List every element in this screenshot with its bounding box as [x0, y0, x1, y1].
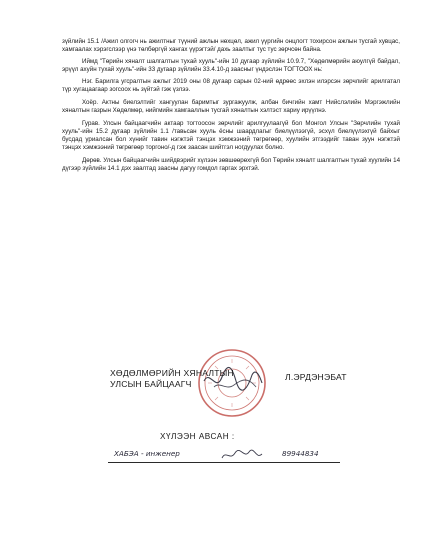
received-underline	[108, 462, 340, 463]
paragraph-intro: зүйлийн 15.1 /Ажил олгогч нь ажилтныг түүний ажлын нөхцөл, ажил үүргийн онцлогт тохирсон ажлын тусгай хувцас, хамгаалах хэрэгслээр үнэ төлбөргүй хангах үүрэгтэй/ дахь заалтыг тус тус зөрчсөн байна.	[62, 38, 400, 53]
signatory-name: Л.ЭРДЭНЭБАТ	[285, 372, 347, 382]
paragraph-decision-four: Дөрөв. Улсын байцаагчийн шийдвэрийг хүлээн зөвшөөрөхгүй бол Төрийн хяналт шалгалтын тухай хуулийн 14 дүгээр зүйлийн 14.1 дэх заалтад заасны дагуу гомдол гаргах эрхтэй.	[62, 157, 401, 172]
paragraph-decision-three: Гурав. Улсын байцаагчийн актаар тогтоосон зөрчлийг арилгуулаагүй бол Монгол Улсын "Зөрчлийн тухай хууль"-ийн 15.2 дугаар зүйлийн 1.1 /тавьсан хууль ёсны шаардлагыг биелүүлээгүй, эсхүл биелүүлэхгүй байхыг бусдад уриалсан бол хүнийг тавин нэгжтэй тэнцэх хэмжээний төгрөгөөр, хуулийн этгээдийг таван зуун нэгжтэй тэнцэх хэмжээний төгрөгөөр торгоно/-д гэж заасан шийтгэл ногдуулах болно.	[62, 120, 400, 151]
paragraph-decision-two: Хоёр. Актны биелэлтийг хангуулан баримтыг зургажуулж, албан бичгийн хамт Нийслэлийн Мэргэжлийн хяналтын газрын Хөдөлмөр, нийгмийн хамгааллын тусгай хяналтын хэлтэст хариу ирүүлнэ.	[62, 99, 400, 114]
paragraph-basis: Иймд "Төрийн хяналт шалгалтын тухай хууль"-ийн 10 дугаар зүйлийн 10.9.7, "Хөдөлмөрийн аюулгүй байдал, эрүүл ахуйн тухай хууль"-ийн 33 дугаар зүйлийн 33.4.10-д заасныг үндэслэн ТОГТООХ нь:	[62, 58, 400, 73]
signatory-title-line2: УЛСЫН БАЙЦААГЧ	[110, 379, 192, 389]
signatory-title	[110, 368, 234, 390]
received-role: ХАБЭА - инженер	[114, 449, 180, 458]
received-title: ХҮЛЭЭН АВСАН :	[160, 432, 235, 441]
signatory-title-line1: ХӨДӨЛМӨРИЙН ХЯНАЛТЫН	[110, 368, 234, 378]
received-phone: 89944834	[282, 449, 319, 458]
paragraph-decision-one: Нэг. Барилга угсралтын ажлыг 2019 оны 08 дугаар сарын 02-ний өдрөөс эхлэн илэрсэн зөрчлийг арилгатал түр хугацаагаар зогсоох нь зүйтэй гэж үзлээ.	[62, 78, 400, 93]
document-body	[62, 38, 400, 173]
